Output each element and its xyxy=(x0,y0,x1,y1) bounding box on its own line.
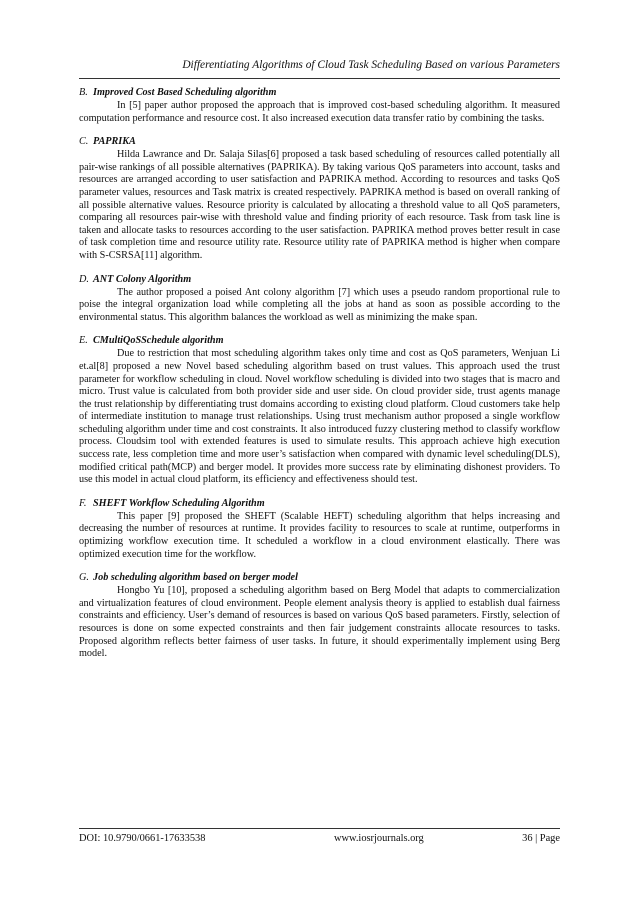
section-c xyxy=(79,135,560,262)
section-letter: B. xyxy=(79,87,88,98)
header-rule xyxy=(79,78,560,79)
section-heading xyxy=(79,273,560,286)
footer-rule xyxy=(79,828,560,829)
section-title: Job scheduling algorithm based on berger model xyxy=(93,572,298,584)
section-letter: E. xyxy=(79,335,88,347)
page-body xyxy=(79,86,560,671)
section-title: SHEFT Workflow Scheduling Algorithm xyxy=(93,497,265,509)
section-title: Improved Cost Based Scheduling algorithm xyxy=(93,87,277,98)
section-g xyxy=(79,571,560,661)
section-e xyxy=(79,334,560,487)
section-title: CMultiQoSSchedule algorithm xyxy=(93,335,224,347)
section-title: PAPRIKA xyxy=(93,136,136,148)
section-paragraph: Hongbo Yu [10], proposed a scheduling algorithm based on Berg Model that adapts to commercialization and virtualization features of cloud environment. People element analysis theory is applied to establish dual fairness constraints and efficiency. User’s demand of resources is based on various QoS based parameters. Firstly, selection of resources is done on some expected constraints and then fair judgement constraints allocate resources to tasks. Proposed algorithm reflects better fairness of user tasks. In future, it should experimentally implement using Berg model. xyxy=(79,585,560,660)
section-heading xyxy=(79,86,560,99)
section-letter: C. xyxy=(79,136,89,148)
footer-page-number: 36 | Page xyxy=(522,833,560,844)
section-paragraph: Due to restriction that most scheduling algorithm takes only time and cost as QoS parameters, Wenjuan Li et.al[8] proposed a new Novel based scheduling algorithm based on trust values. This approach used the trust parameter for workflow scheduling in cloud. Novel workflow scheduling is divided into two stages that is macro and micro. Trust value is calculated from both provider side and user side. On cloud provider side, trust agents manage the trust relationship by differentiating trust domains according to existing cloud platform. Cloud customers take help of intermediate institution to manage trust relationships. Using trust mechanism author proposed a single workflow scheduling algorithm under time and cost constraints. It also introduced fuzzy clustering method to classify workflow process. Cloudsim tool with extended features is used to simulate results. This approach achieve high execution success rate, less completion time and more user’s satisfaction when compared with dynamic level scheduling(DLS), modified critical path(MCP) and berger model. It provides more success rate by eliminating dishonest providers. To use this model in actual cloud platform, its efficiency and effectiveness should test. xyxy=(79,348,560,486)
section-paragraph: Hilda Lawrance and Dr. Salaja Silas[6] proposed a task based scheduling of resources called potentially all pair-wise rankings of all possible alternatives (PAPRIKA). By taking various QoS parameters into account, tasks and resources are arranged according to user satisfaction and PAPRIKA method. According to resources and tasks QoS parameter values, resources and Task matrix is created respectively. PAPRIKA method is based on overall ranking of all possible alternative values. Resource priority is calculated by allocating a threshold value to all QoS parameters, comparing all resources pair-wise with threshold value and finding priority of each resource. Task from task line is taken and allocate tasks to resources according to the user satisfaction. PAPRIKA method proves better result in case of task completion time and resource utility rate. Resource utility rate of PAPRIKA method is higher when compare with S-CSRSA[11] algorithm. xyxy=(79,149,560,261)
section-heading xyxy=(79,497,560,510)
section-paragraph: The author proposed a poised Ant colony algorithm [7] which uses a pseudo random proportional rule to poise the integral organization load while completing all the jobs at hand as soon as possible according to the environmental status. This algorithm balances the workload as well as minimizing the make span. xyxy=(79,286,560,323)
section-f xyxy=(79,497,560,561)
section-heading xyxy=(79,334,560,347)
section-paragraph: In [5] paper author proposed the approach that is improved cost-based scheduling algorithm. It measured computation performance and resource cost. It also increased execution data transfer ratio by combining the tasks. xyxy=(79,100,560,124)
section-letter: F. xyxy=(79,497,87,509)
running-header: Differentiating Algorithms of Cloud Task Scheduling Based on various Parameters xyxy=(182,59,560,71)
section-paragraph: This paper [9] proposed the SHEFT (Scalable HEFT) scheduling algorithm that helps increasing and decreasing the number of resources at runtime. It provides facility to resources to scale at runtime, outperforms in optimizing workflow execution time. It scheduled a workflow in a cloud environment elastically. There was optimized execution time for the workflow. xyxy=(79,510,560,560)
section-heading xyxy=(79,571,560,584)
section-letter: D. xyxy=(79,273,89,285)
footer-website-link[interactable]: www.iosrjournals.org xyxy=(334,833,424,844)
section-heading xyxy=(79,135,560,148)
section-d xyxy=(79,273,560,325)
footer-doi: DOI: 10.9790/0661-17633538 xyxy=(79,833,206,844)
section-letter: G. xyxy=(79,572,89,584)
section-title: ANT Colony Algorithm xyxy=(93,273,192,285)
section-b xyxy=(79,86,560,125)
